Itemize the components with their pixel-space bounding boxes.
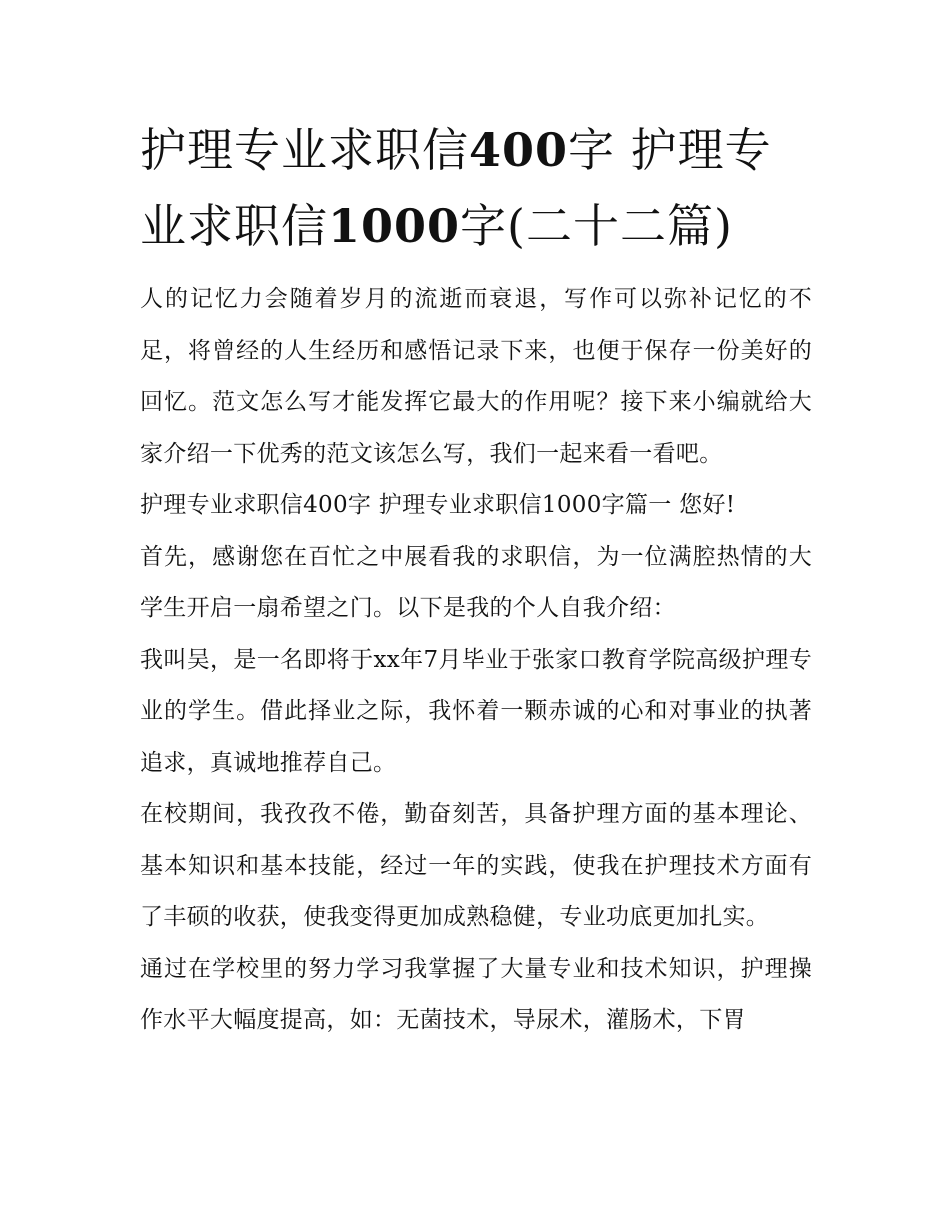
paragraph-self-intro: 我叫吴，是一名即将于xx年7月毕业于张家口教育学院高级护理专业的学生。借此择业之际，我怀着一颗赤诚的心和对事业的执著追求，真诚地推荐自己。 bbox=[140, 646, 812, 776]
paragraph-section-heading: 护理专业求职信400字 护理专业求职信1000字篇一 您好! bbox=[140, 492, 736, 518]
paragraph-school-period: 在校期间，我孜孜不倦，勤奋刻苦，具备护理方面的基本理论、基本知识和基本技能，经过一年的实践，使我在护理技术方面有了丰硕的收获，使我变得更加成熟稳健，专业功底更加扎实。 bbox=[140, 801, 812, 930]
paragraph-skills: 通过在学校里的努力学习我掌握了大量专业和技术知识，护理操作水平大幅度提高，如：无菌技术，导尿术，灌肠术，下胃 bbox=[140, 955, 812, 1033]
document-page bbox=[140, 112, 812, 1047]
paragraph-intro: 人的记忆力会随着岁月的流逝而衰退，写作可以弥补记忆的不足，将曾经的人生经历和感悟记录下来，也便于保存一份美好的回忆。范文怎么写才能发挥它最大的作用呢？接下来小编就给大家介绍一下优秀的范文该怎么写，我们一起来看一看吧。 bbox=[140, 286, 812, 467]
paragraph-thanks: 首先，感谢您在百忙之中展看我的求职信，为一位满腔热情的大学生开启一扇希望之门。以下是我的个人自我介绍： bbox=[140, 543, 812, 621]
document-title: 护理专业求职信400字 护理专业求职信1000字(二十二篇) bbox=[140, 123, 772, 253]
document-body bbox=[140, 274, 812, 1047]
